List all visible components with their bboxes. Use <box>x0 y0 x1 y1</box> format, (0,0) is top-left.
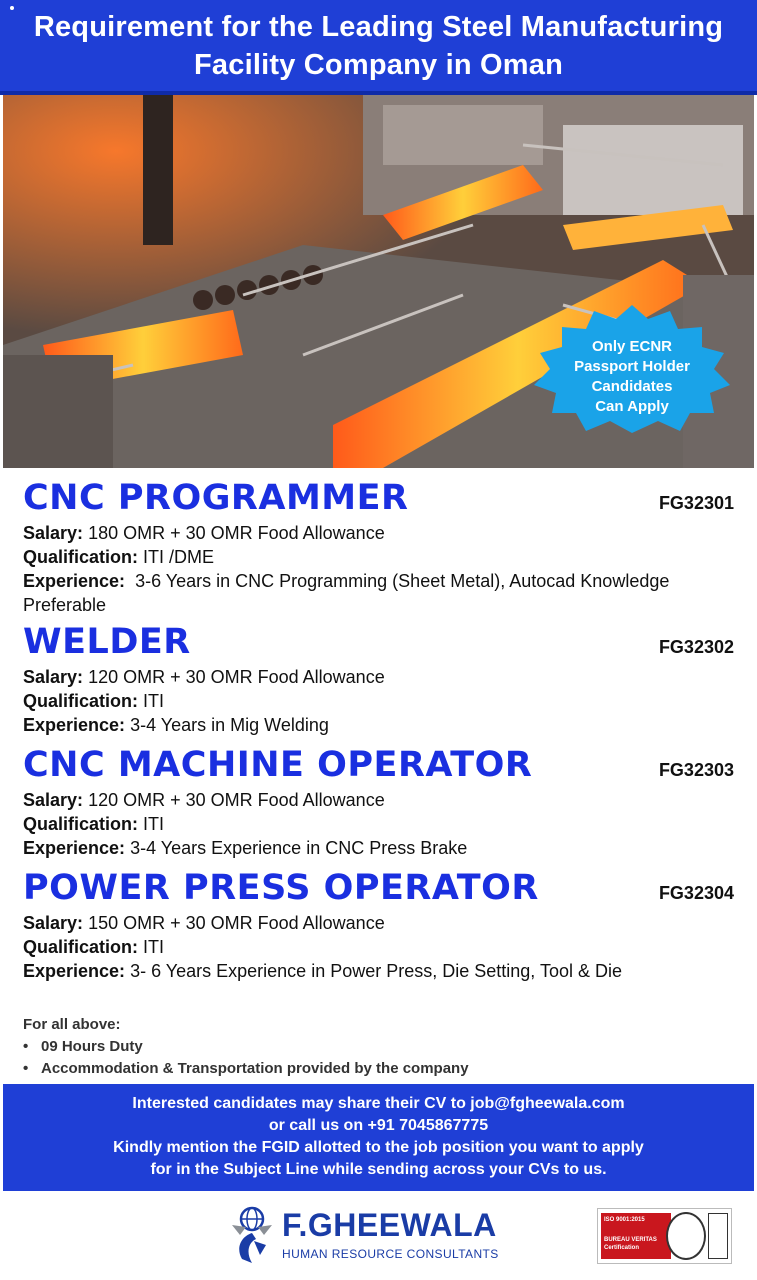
job-code: FG32302 <box>658 637 734 657</box>
job-salary <box>23 911 738 935</box>
job-salary <box>23 788 738 812</box>
qualification-label: Qualification: <box>23 814 139 834</box>
common-benefits <box>23 1014 738 1080</box>
header-title-line2: Facility Company in Oman <box>194 48 563 81</box>
badge-line-4: Can Apply <box>595 398 669 415</box>
contact-line-2: or call us on +91 7045867775 <box>268 1117 489 1134</box>
job-qualification <box>23 935 738 959</box>
job-code: FG32303 <box>658 760 734 780</box>
job-power-press-operator <box>23 865 738 988</box>
job-title: POWER PRESS OPERATOR <box>23 868 539 908</box>
qualification-value: ITI <box>143 691 165 711</box>
qualification-value: ITI <box>143 814 165 834</box>
contact-line-4: for in the Subject Line while sending across your CVs to us. <box>150 1161 607 1178</box>
brand-name: F.GHEEWALA <box>282 1207 497 1243</box>
job-qualification <box>23 689 738 713</box>
list-item: • 09 Hours Duty <box>23 1036 738 1058</box>
job-experience <box>23 569 738 617</box>
ecnr-badge <box>530 305 734 433</box>
badge-line-3: Candidates <box>591 378 673 395</box>
job-cnc-programmer <box>23 475 738 619</box>
experience-label: Experience: <box>23 961 126 981</box>
job-list <box>23 475 738 988</box>
qualification-value: ITI <box>143 937 165 957</box>
job-title: CNC PROGRAMMER <box>23 478 409 518</box>
certification-badge <box>597 1208 732 1264</box>
cert-standard: ISO 9001:2015 <box>604 1217 645 1223</box>
corner-dot <box>10 6 14 10</box>
job-experience <box>23 713 738 737</box>
cert-type: Certification <box>604 1245 640 1251</box>
seal-icon <box>666 1212 706 1260</box>
job-cnc-machine-operator <box>23 742 738 865</box>
notes-list <box>23 1036 738 1080</box>
salary-label: Salary: <box>23 667 84 687</box>
job-title: WELDER <box>23 622 191 662</box>
cert-issuer: BUREAU VERITAS <box>604 1237 657 1243</box>
experience-label: Experience: <box>23 838 126 858</box>
company-logo <box>226 1205 546 1265</box>
salary-label: Salary: <box>23 790 84 810</box>
globe-logo-icon <box>226 1205 278 1265</box>
salary-value: 150 OMR + 30 OMR Food Allowance <box>88 913 385 933</box>
badge-line-1: Only ECNR <box>591 338 672 355</box>
job-experience <box>23 836 738 860</box>
bureau-veritas-panel <box>601 1213 671 1259</box>
job-welder <box>23 619 738 742</box>
qualification-value: ITI /DME <box>143 547 215 567</box>
badge-line-2: Passport Holder <box>574 358 690 375</box>
job-title: CNC MACHINE OPERATOR <box>23 745 533 785</box>
experience-label: Experience: <box>23 571 126 591</box>
job-experience <box>23 959 738 983</box>
header-banner <box>0 0 757 95</box>
experience-value: 3-4 Years in Mig Welding <box>130 715 329 735</box>
list-item: • Accommodation & Transportation provided by the company <box>23 1058 738 1080</box>
experience-label: Experience: <box>23 715 126 735</box>
salary-value: 120 OMR + 30 OMR Food Allowance <box>88 667 385 687</box>
notes-heading: For all above: <box>23 1016 121 1033</box>
experience-value: 3-4 Years Experience in CNC Press Brake <box>130 838 468 858</box>
ecnr-badge-text <box>530 337 734 417</box>
contact-banner <box>3 1084 754 1191</box>
experience-value: 3-6 Years in CNC Programming (Sheet Metal), Autocad Knowledge Preferable <box>23 571 670 615</box>
qualification-label: Qualification: <box>23 547 139 567</box>
footer <box>0 1191 757 1280</box>
job-qualification <box>23 812 738 836</box>
job-salary <box>23 665 738 689</box>
salary-label: Salary: <box>23 523 84 543</box>
contact-line-3: Kindly mention the FGID allotted to the job position you want to apply <box>113 1139 644 1156</box>
qualification-label: Qualification: <box>23 691 139 711</box>
job-code: FG32304 <box>658 883 734 903</box>
brand-tagline: HUMAN RESOURCE CONSULTANTS <box>282 1247 499 1261</box>
experience-value: 3- 6 Years Experience in Power Press, Die Setting, Tool & Die <box>130 961 623 981</box>
salary-label: Salary: <box>23 913 84 933</box>
job-code: FG32301 <box>658 493 734 513</box>
contact-line-1: Interested candidates may share their CV to job@fgheewala.com <box>132 1095 625 1112</box>
qualification-label: Qualification: <box>23 937 139 957</box>
job-qualification <box>23 545 738 569</box>
job-salary <box>23 521 738 545</box>
crown-icon <box>708 1213 728 1259</box>
salary-value: 180 OMR + 30 OMR Food Allowance <box>88 523 385 543</box>
header-title-line1: Requirement for the Leading Steel Manufacturing <box>33 10 724 43</box>
salary-value: 120 OMR + 30 OMR Food Allowance <box>88 790 385 810</box>
